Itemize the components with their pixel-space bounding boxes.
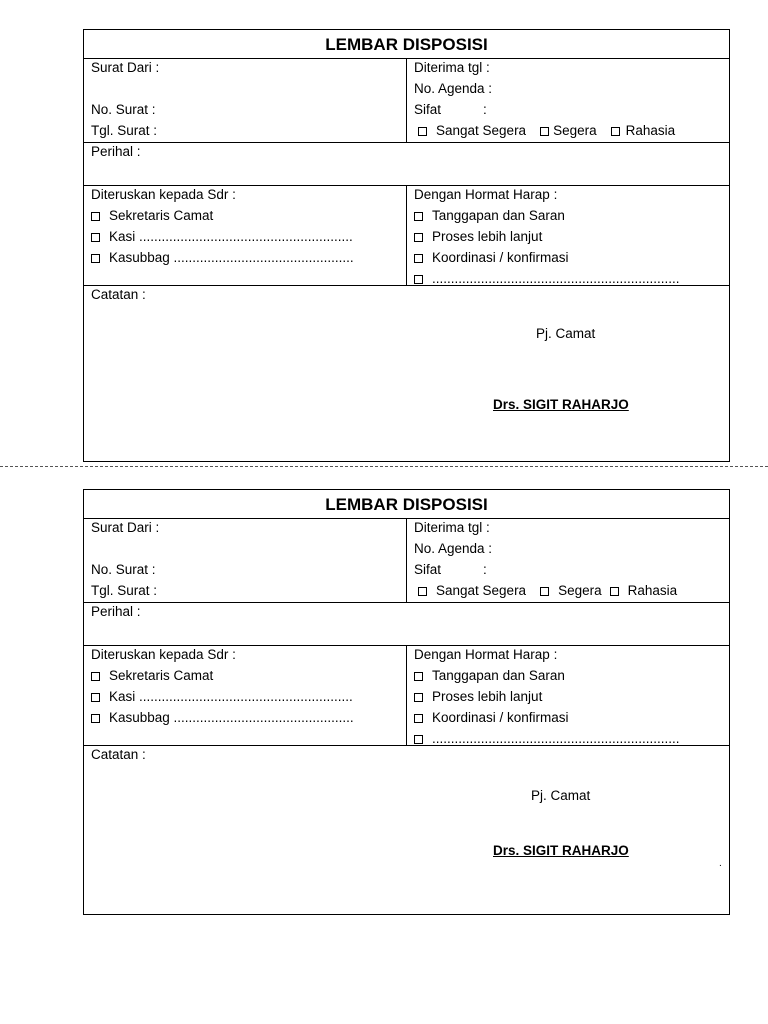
request-item-koordinasi[interactable]: Koordinasi / konfirmasi bbox=[407, 709, 729, 730]
perihal-label: Perihal : bbox=[91, 604, 141, 619]
forward-to-column bbox=[84, 186, 407, 285]
no-surat-label: No. Surat : bbox=[91, 562, 156, 577]
sifat-line bbox=[407, 561, 729, 582]
forward-item-sekretaris[interactable]: Sekretaris Camat bbox=[84, 207, 406, 228]
forward-to-column bbox=[84, 646, 407, 745]
surat-dari-label: Surat Dari : bbox=[91, 60, 160, 75]
letter-sender-column bbox=[84, 519, 407, 602]
perihal-label: Perihal : bbox=[91, 144, 141, 159]
checkbox-icon[interactable] bbox=[418, 127, 427, 136]
checkbox-icon[interactable] bbox=[91, 672, 100, 681]
option-segera[interactable]: Segera bbox=[540, 583, 602, 598]
harap-label: Dengan Hormat Harap : bbox=[414, 647, 558, 662]
sifat-label: Sifat bbox=[414, 102, 442, 117]
checkbox-icon[interactable] bbox=[414, 714, 423, 723]
forward-item-sekretaris[interactable]: Sekretaris Camat bbox=[84, 667, 406, 688]
diteruskan-label: Diteruskan kepada Sdr : bbox=[91, 187, 236, 202]
perihal-row bbox=[84, 603, 729, 646]
stray-mark: . bbox=[719, 858, 722, 869]
forward-row bbox=[84, 646, 729, 746]
no-agenda-label: No. Agenda : bbox=[414, 81, 493, 96]
diterima-tgl-label: Diterima tgl : bbox=[414, 60, 490, 75]
perihal-row bbox=[84, 143, 729, 186]
request-item-proses[interactable]: Proses lebih lanjut bbox=[407, 228, 729, 249]
cut-line-divider bbox=[0, 466, 768, 467]
checkbox-icon[interactable] bbox=[414, 233, 423, 242]
forward-row bbox=[84, 186, 729, 286]
no-agenda-label: No. Agenda : bbox=[414, 541, 493, 556]
forward-item-kasubbag[interactable]: Kasubbag ................................................ bbox=[84, 249, 406, 270]
catatan-label: Catatan : bbox=[91, 747, 146, 762]
surat-dari-label: Surat Dari : bbox=[91, 520, 160, 535]
sifat-options bbox=[407, 582, 729, 603]
checkbox-icon[interactable] bbox=[540, 587, 549, 596]
pj-camat-label: Pj. Camat bbox=[536, 326, 596, 341]
request-item-proses[interactable]: Proses lebih lanjut bbox=[407, 688, 729, 709]
catatan-row bbox=[84, 746, 729, 914]
catatan-row bbox=[84, 286, 729, 461]
harap-label: Dengan Hormat Harap : bbox=[414, 187, 558, 202]
request-item-other[interactable]: .................................................................. bbox=[407, 730, 729, 751]
request-item-tanggapan[interactable]: Tanggapan dan Saran bbox=[407, 667, 729, 688]
letter-receipt-column bbox=[407, 519, 729, 602]
checkbox-icon[interactable] bbox=[418, 587, 427, 596]
letter-receipt-column bbox=[407, 59, 729, 142]
checkbox-icon[interactable] bbox=[414, 735, 423, 744]
checkbox-icon[interactable] bbox=[91, 212, 100, 221]
sifat-line bbox=[407, 101, 729, 122]
disposition-form-2 bbox=[83, 489, 730, 915]
form-title: LEMBAR DISPOSISI bbox=[84, 30, 729, 59]
option-segera[interactable]: Segera bbox=[540, 123, 597, 138]
diterima-tgl-label: Diterima tgl : bbox=[414, 520, 490, 535]
tgl-surat-label: Tgl. Surat : bbox=[91, 123, 158, 138]
checkbox-icon[interactable] bbox=[414, 693, 423, 702]
request-column bbox=[407, 186, 729, 285]
checkbox-icon[interactable] bbox=[414, 212, 423, 221]
request-item-other[interactable]: .................................................................. bbox=[407, 270, 729, 291]
request-item-tanggapan[interactable]: Tanggapan dan Saran bbox=[407, 207, 729, 228]
catatan-label: Catatan : bbox=[91, 287, 146, 302]
letter-sender-column bbox=[84, 59, 407, 142]
option-sangat-segera[interactable]: Sangat Segera bbox=[414, 583, 526, 598]
checkbox-icon[interactable] bbox=[91, 693, 100, 702]
checkbox-icon[interactable] bbox=[414, 672, 423, 681]
sifat-label: Sifat bbox=[414, 562, 442, 577]
sifat-colon: : bbox=[483, 562, 487, 577]
option-rahasia[interactable]: Rahasia bbox=[616, 583, 678, 598]
checkbox-icon[interactable] bbox=[611, 127, 620, 136]
signatory-name: Drs. SIGIT RAHARJO bbox=[493, 397, 629, 412]
checkbox-icon[interactable] bbox=[91, 714, 100, 723]
tgl-surat-label: Tgl. Surat : bbox=[91, 583, 158, 598]
forward-item-kasubbag[interactable]: Kasubbag ................................................ bbox=[84, 709, 406, 730]
checkbox-icon[interactable] bbox=[610, 587, 619, 596]
no-surat-label: No. Surat : bbox=[91, 102, 156, 117]
request-column bbox=[407, 646, 729, 745]
diteruskan-label: Diteruskan kepada Sdr : bbox=[91, 647, 236, 662]
pj-camat-label: Pj. Camat bbox=[531, 788, 591, 803]
forward-item-kasi[interactable]: Kasi ......................................................... bbox=[84, 228, 406, 249]
blank-line bbox=[84, 540, 406, 561]
form-title: LEMBAR DISPOSISI bbox=[84, 490, 729, 519]
option-sangat-segera[interactable]: Sangat Segera bbox=[414, 123, 526, 138]
sifat-colon: : bbox=[483, 102, 487, 117]
blank-line bbox=[84, 80, 406, 101]
signatory-name: Drs. SIGIT RAHARJO bbox=[493, 843, 629, 858]
letter-info-row bbox=[84, 519, 729, 603]
sifat-options bbox=[407, 122, 729, 143]
option-rahasia[interactable]: Rahasia bbox=[611, 123, 676, 138]
checkbox-icon[interactable] bbox=[91, 233, 100, 242]
letter-info-row bbox=[84, 59, 729, 143]
checkbox-icon[interactable] bbox=[414, 275, 423, 284]
checkbox-icon[interactable] bbox=[91, 254, 100, 263]
checkbox-icon[interactable] bbox=[540, 127, 549, 136]
forward-item-kasi[interactable]: Kasi ......................................................... bbox=[84, 688, 406, 709]
request-item-koordinasi[interactable]: Koordinasi / konfirmasi bbox=[407, 249, 729, 270]
disposition-form-1 bbox=[83, 29, 730, 462]
checkbox-icon[interactable] bbox=[414, 254, 423, 263]
